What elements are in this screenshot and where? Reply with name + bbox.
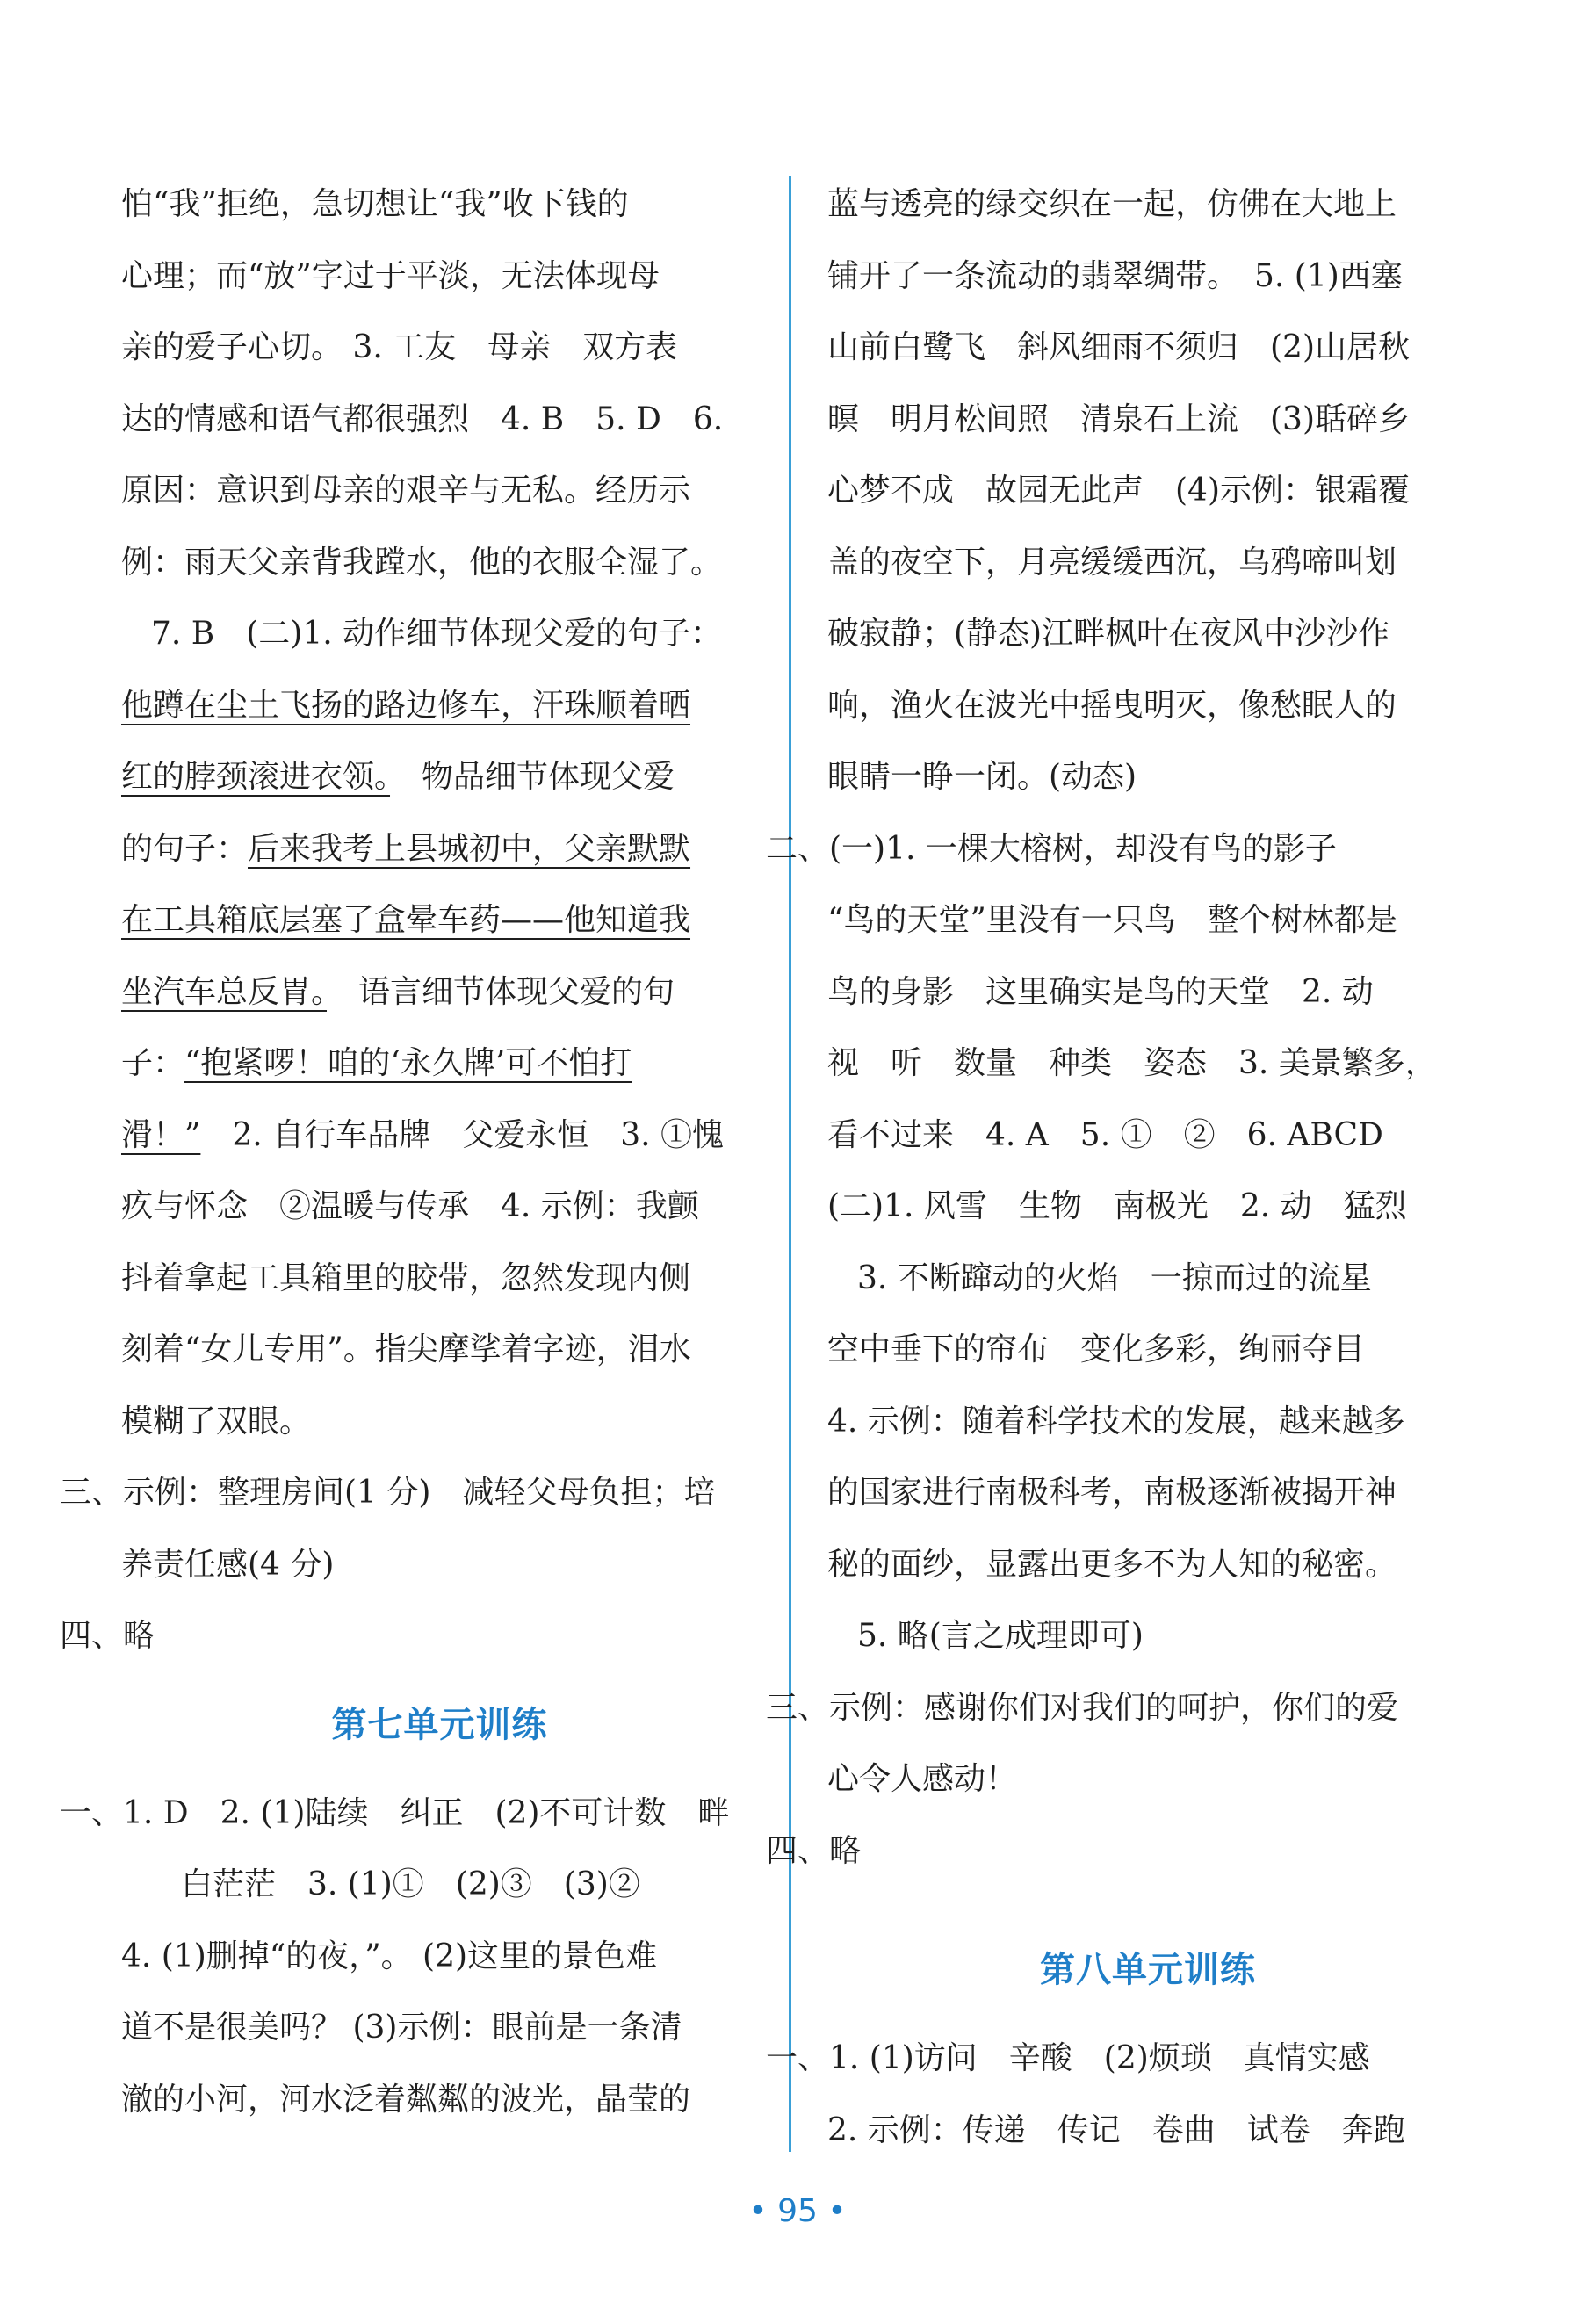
answer-text: 4. (1)删掉“的夜，”。 (2)这里的景色难 xyxy=(121,1938,658,1974)
section-gap xyxy=(827,1887,1469,1917)
answer-text: 例：雨天父亲背我蹚水，他的衣服全湿了。 xyxy=(121,544,723,581)
answer-text: 刻着“女儿专用”。指尖摩挲着字迹，泪水 xyxy=(121,1332,691,1368)
answer-text: 澈的小河，河水泛着粼粼的波光，晶莹的 xyxy=(121,2081,691,2118)
answer-text: 亲的爱子心切。 3. 工友 母亲 双方表 xyxy=(121,329,678,365)
answer-line xyxy=(121,312,758,384)
answer-line xyxy=(766,1672,1469,1744)
answer-line xyxy=(121,741,758,813)
answer-line xyxy=(827,1100,1469,1172)
answer-line xyxy=(827,1243,1469,1315)
underlined-quote: 坐汽车总反胃。 xyxy=(121,973,328,1010)
answer-line xyxy=(827,884,1469,956)
answer-text: 秘的面纱，显露出更多不为人知的秘密。 xyxy=(827,1546,1397,1583)
answer-line xyxy=(766,813,1469,885)
answer-text: 四、略 xyxy=(766,1832,862,1869)
answer-text: 2. 自行车品牌 父爱永恒 3. ①愧 xyxy=(200,1116,724,1153)
answer-line xyxy=(827,384,1469,456)
answer-line xyxy=(121,1921,758,1993)
answer-line xyxy=(60,1778,758,1850)
answer-line xyxy=(827,1314,1469,1386)
answer-text: 暝 明月松间照 清泉石上流 (3)聒碎乡 xyxy=(827,401,1410,437)
answer-line xyxy=(827,1529,1469,1601)
answer-text: 疚与怀念 ②温暖与传承 4. 示例：我颤 xyxy=(121,1188,699,1224)
answer-text: 模糊了双眼。 xyxy=(121,1403,312,1440)
answer-text: 的国家进行南极科考，南极逐渐被揭开神 xyxy=(827,1475,1397,1511)
answer-line xyxy=(827,1743,1469,1815)
answer-line xyxy=(121,455,758,527)
answer-text: 一、1. (1)访问 辛酸 (2)烦琐 真情实感 xyxy=(766,2040,1370,2076)
answer-line xyxy=(121,1849,758,1921)
unit-7-lines xyxy=(60,1778,758,2136)
left-column xyxy=(60,169,758,2135)
answer-line xyxy=(827,741,1469,813)
answer-text: 2. 示例：传递 传记 卷曲 试卷 奔跑 xyxy=(827,2111,1405,2148)
answer-line xyxy=(827,1386,1469,1458)
answer-text: 蓝与透亮的绿交织在一起，仿佛在大地上 xyxy=(827,186,1397,222)
answer-line xyxy=(121,956,758,1028)
answer-line xyxy=(121,169,758,241)
answer-line xyxy=(121,527,758,599)
answer-line xyxy=(121,813,758,885)
answer-line xyxy=(121,884,758,956)
answer-text: 一、1. D 2. (1)陆续 纠正 (2)不可计数 畔 xyxy=(60,1794,730,1831)
answer-text: 养责任感(4 分) xyxy=(121,1546,335,1583)
answer-line xyxy=(121,384,758,456)
answer-line xyxy=(827,169,1469,241)
answer-line xyxy=(60,1600,758,1672)
right-column xyxy=(766,169,1469,2166)
answer-text: 子： xyxy=(121,1045,185,1081)
answer-line xyxy=(60,1457,758,1529)
answer-text: (二)1. 风雪 生物 南极光 2. 动 猛烈 xyxy=(827,1188,1407,1224)
answer-line xyxy=(121,1529,758,1601)
answer-line xyxy=(121,2064,758,2136)
answer-text: 三、示例：感谢你们对我们的呵护，你们的爱 xyxy=(766,1689,1399,1726)
answer-line xyxy=(827,455,1469,527)
answer-text: 盖的夜空下，月亮缓缓西沉，乌鸦啼叫划 xyxy=(827,544,1397,581)
answer-text: 达的情感和语气都很强烈 4. B 5. D 6. xyxy=(121,401,724,437)
right-column-lines xyxy=(766,169,1469,1887)
answer-line xyxy=(121,241,758,313)
answer-text: 心梦不成 故园无此声 (4)示例：银霜覆 xyxy=(827,473,1410,509)
answer-text: 语言细节体现父爱的句 xyxy=(327,973,675,1010)
answer-line xyxy=(121,1100,758,1172)
answer-line xyxy=(827,1600,1469,1672)
unit-7-heading: 第七单元训练 xyxy=(331,1704,548,1745)
answer-line xyxy=(827,598,1469,670)
answer-line xyxy=(827,1171,1469,1243)
page-number: • 95 • xyxy=(748,2193,847,2229)
underlined-quote: 红的脖颈滚进衣领。 xyxy=(121,759,391,795)
answer-text: 原因：意识到母亲的艰辛与无私。经历示 xyxy=(121,473,691,509)
answer-line xyxy=(121,598,758,670)
answer-line xyxy=(827,2095,1469,2167)
answer-line xyxy=(827,1457,1469,1529)
answer-text: 怕“我”拒绝，急切想让“我”收下钱的 xyxy=(121,186,629,222)
underlined-quote: “抱紧啰！咱的‘永久牌’可不怕打 xyxy=(184,1045,632,1081)
left-column-lines xyxy=(60,169,758,1672)
answer-text: 空中垂下的帘布 变化多彩，绚丽夺目 xyxy=(827,1332,1366,1368)
underlined-quote: 在工具箱底层塞了盒晕车药——他知道我 xyxy=(121,902,691,938)
answer-line xyxy=(766,2023,1469,2095)
answer-text: 山前白鹭飞 斜风细雨不须归 (2)山居秋 xyxy=(827,329,1410,365)
answer-text: 二、(一)1. 一棵大榕树，却没有鸟的影子 xyxy=(766,830,1337,867)
answer-text: 三、示例：整理房间(1 分) 减轻父母负担；培 xyxy=(60,1475,716,1511)
answer-text: 白茫茫 3. (1)① (2)③ (3)② xyxy=(181,1866,640,1902)
answer-text: 破寂静；(静态)江畔枫叶在夜风中沙沙作 xyxy=(827,616,1390,652)
underlined-quote: 后来我考上县城初中，父亲默默 xyxy=(248,830,691,867)
underlined-quote: 滑！” xyxy=(121,1116,201,1153)
answer-text: 铺开了一条流动的翡翠绸带。 5. (1)西塞 xyxy=(827,257,1403,294)
answer-text: 的句子： xyxy=(121,830,249,867)
answer-line xyxy=(827,241,1469,313)
answer-line xyxy=(121,1171,758,1243)
answer-text: “鸟的天堂”里没有一只鸟 整个树林都是 xyxy=(827,902,1397,938)
answer-line xyxy=(827,312,1469,384)
answer-text: 道不是很美吗？ (3)示例：眼前是一条清 xyxy=(121,2010,682,2046)
answer-line xyxy=(121,670,758,742)
answer-line xyxy=(827,1028,1469,1100)
answer-text: 看不过来 4. A 5. ① ② 6. ABCD xyxy=(827,1116,1383,1153)
underlined-quote: 他蹲在尘土飞扬的路边修车，汗珠顺着晒 xyxy=(121,687,691,724)
answer-line xyxy=(121,1992,758,2064)
answer-text: 心令人感动！ xyxy=(827,1761,1018,1797)
answer-line xyxy=(121,1028,758,1100)
answer-line xyxy=(827,956,1469,1028)
answer-line xyxy=(827,527,1469,599)
answer-text: 3. 不断蹿动的火焰 一掠而过的流星 xyxy=(857,1259,1372,1296)
answer-text: 视 听 数量 种类 姿态 3. 美景繁多， xyxy=(827,1045,1437,1081)
answer-text: 响，渔火在波光中摇曳明灭，像愁眠人的 xyxy=(827,687,1397,724)
answer-line xyxy=(121,1243,758,1315)
unit-8-heading: 第八单元训练 xyxy=(1040,1950,1256,1990)
answer-text: 心理；而“放”字过于平淡，无法体现母 xyxy=(121,257,660,294)
answer-text: 5. 略(言之成理即可) xyxy=(857,1618,1144,1654)
unit-8-lines xyxy=(766,2023,1469,2166)
answer-text: 四、略 xyxy=(60,1618,155,1654)
answer-line xyxy=(766,1815,1469,1887)
answer-line xyxy=(121,1386,758,1458)
answer-line xyxy=(121,1314,758,1386)
answer-text: 抖着拿起工具箱里的胶带，忽然发现内侧 xyxy=(121,1259,691,1296)
answer-line xyxy=(827,670,1469,742)
answer-text: 4. 示例：随着科学技术的发展，越来越多 xyxy=(827,1403,1405,1440)
answer-text: 鸟的身影 这里确实是鸟的天堂 2. 动 xyxy=(827,973,1374,1010)
answer-text: 眼睛一睁一闭。(动态) xyxy=(827,759,1137,795)
answer-text: 物品细节体现父爱 xyxy=(390,759,675,795)
answer-text: 7. B (二)1. 动作细节体现父爱的句子： xyxy=(151,616,723,652)
